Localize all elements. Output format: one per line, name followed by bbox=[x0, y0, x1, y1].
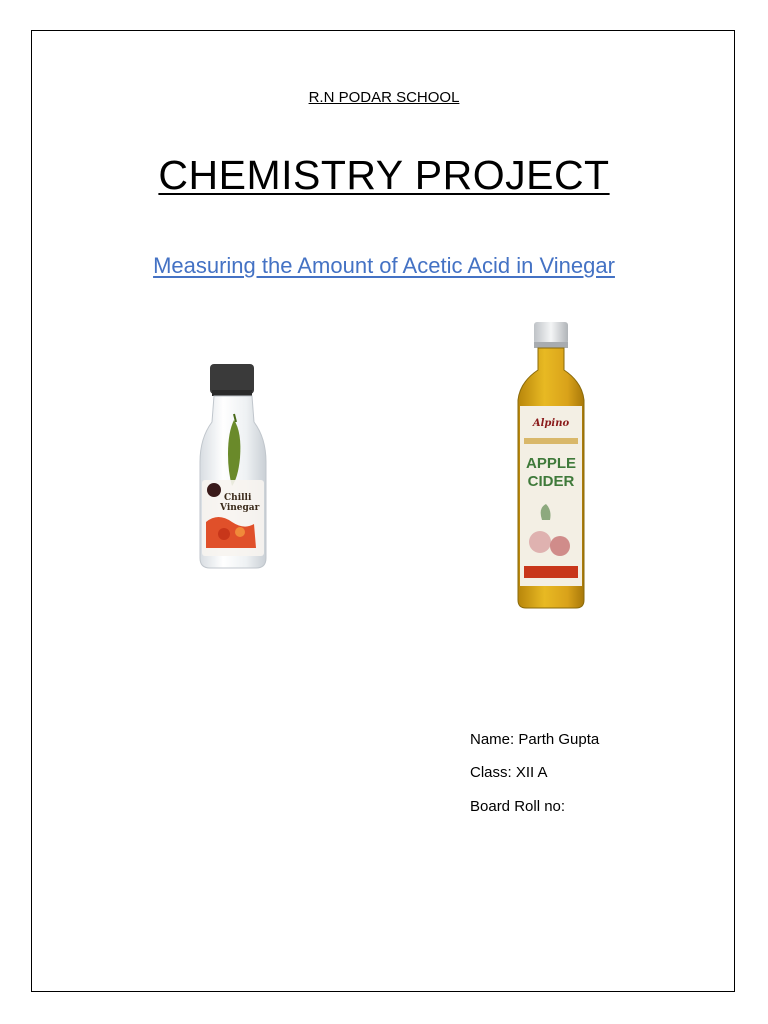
chilli-label-line2: Vinegar bbox=[220, 503, 260, 513]
school-name: R.N PODAR SCHOOL bbox=[308, 89, 460, 106]
chilli-label-line1: Chilli bbox=[224, 493, 252, 503]
project-subtitle: Measuring the Amount of Acetic Acid in Vinegar bbox=[153, 253, 615, 278]
page-title: CHEMISTRY PROJECT bbox=[158, 152, 610, 198]
student-name: Name: Parth Gupta bbox=[470, 731, 600, 748]
cider-label-line2: CIDER bbox=[527, 473, 575, 490]
student-class: Class: XII A bbox=[470, 764, 548, 781]
board-roll-no: Board Roll no: bbox=[470, 798, 566, 815]
cider-brand: Alpino bbox=[532, 418, 570, 429]
cider-label-line1: APPLE bbox=[525, 455, 577, 472]
chilli-vinegar-bottle-image bbox=[196, 362, 270, 572]
apple-cider-vinegar-bottle-image bbox=[512, 320, 590, 610]
